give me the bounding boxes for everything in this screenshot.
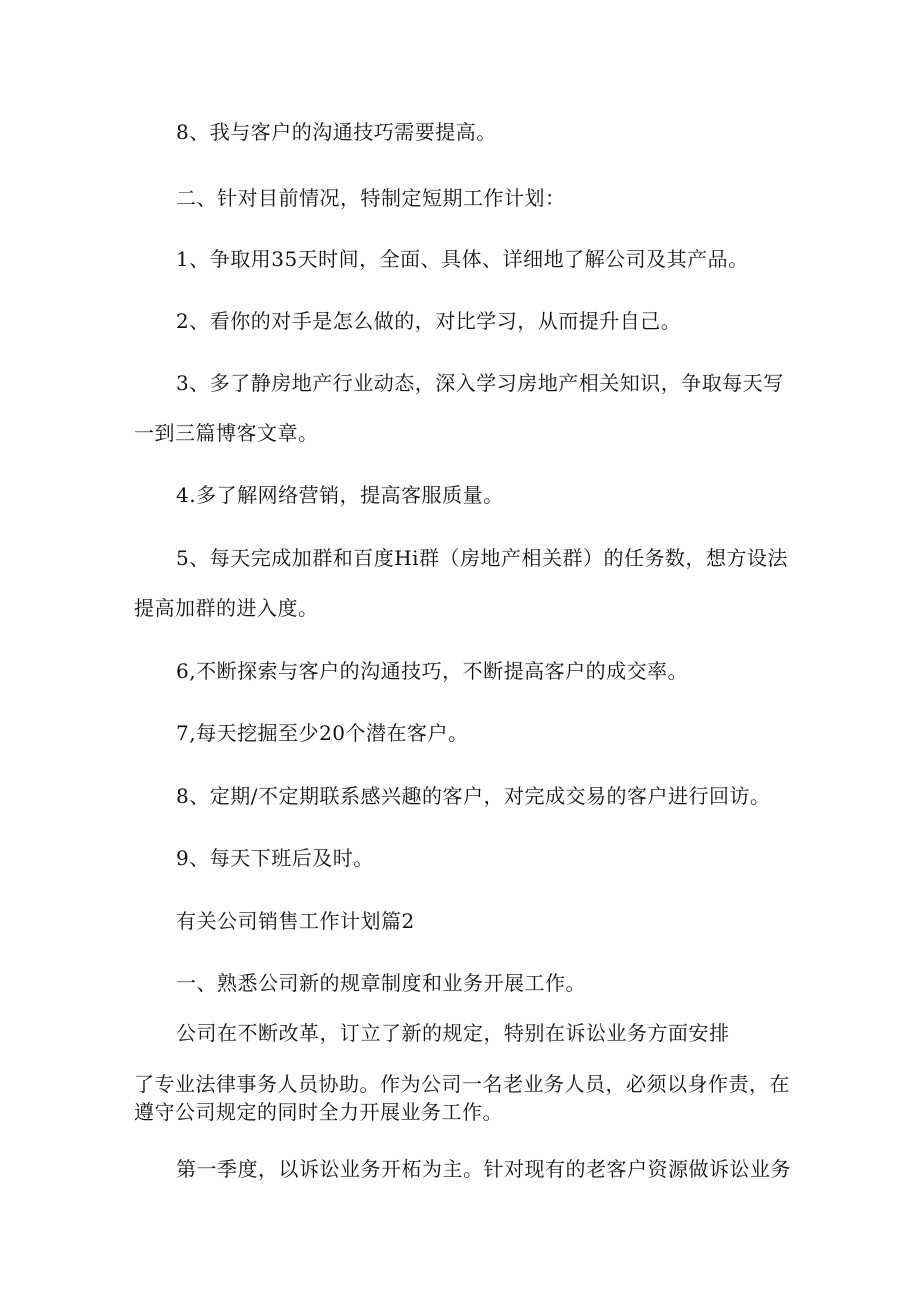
paragraph-line: 一到三篇博客文章。 (134, 421, 319, 445)
paragraph-line: 1、争取用35天时间，全面、具体、详细地了解公司及其产品。 (176, 247, 749, 271)
paragraph-line: 8、定期/不定期联系感兴趣的客户，对完成交易的客户进行回访。 (176, 784, 771, 808)
paragraph-line: 7,每天挖掘至少20个潜在客户。 (176, 721, 469, 745)
paragraph-line: 公司在不断改革，订立了新的规定，特别在诉讼业务方面安排 (176, 1021, 730, 1045)
paragraph-line: 2、看你的对手是怎么做的，对比学习，从而提升自己。 (176, 309, 682, 333)
paragraph-line: 提高加群的进入度。 (134, 596, 319, 620)
paragraph-line: 5、每天完成加群和百度Hi群（房地产相关群）的任务数，想方设法 (176, 546, 789, 570)
paragraph-line: 9、每天下班后及时。 (176, 846, 374, 870)
section-heading: 二、针对目前情况，特制定短期工作计划： (176, 186, 566, 210)
section-heading: 一、熟悉公司新的规章制度和业务开展工作。 (176, 971, 586, 995)
paragraph-line: 第一季度，以诉讼业务开柘为主。针对现有的老客户资源做诉讼业务 (176, 1157, 791, 1181)
paragraph-line: 4.多了解网络营销，提高客服质量。 (176, 483, 504, 507)
paragraph-line: 了专业法律事务人员协助。作为公司一名老业务人员，必须以身作责，在 (134, 1072, 790, 1096)
paragraph-line: 遵守公司规定的同时全力开展业务工作。 (134, 1100, 503, 1124)
paragraph-line: 6,不断探索与客户的沟通技巧，不断提高客户的成交率。 (176, 659, 689, 683)
paragraph-line: 3、多了静房地产行业动态，深入学习房地产相关知识，争取每天写 (176, 371, 784, 395)
paragraph-line: 8、我与客户的沟通技巧需要提高。 (176, 120, 497, 144)
document-title: 有关公司销售工作计划篇2 (176, 909, 415, 933)
